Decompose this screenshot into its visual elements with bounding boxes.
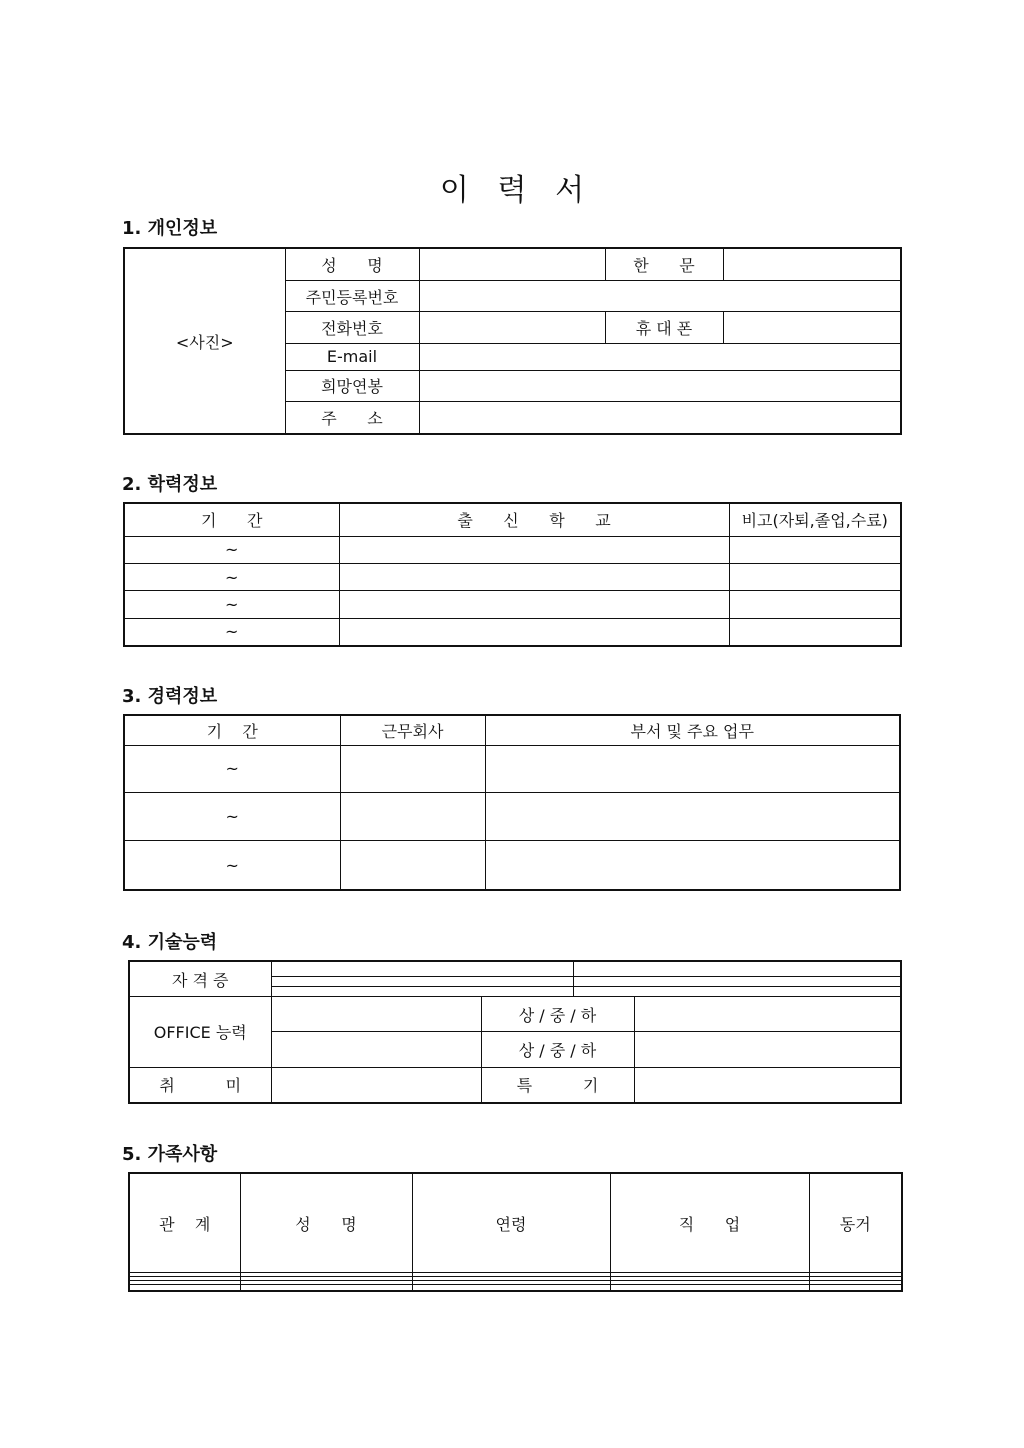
family-age-cell[interactable] <box>412 1285 610 1291</box>
hanmun-field[interactable] <box>723 248 901 280</box>
family-job-cell[interactable] <box>610 1285 809 1291</box>
special-skill-field[interactable] <box>634 1067 901 1103</box>
rrn-label: 주민등록번호 <box>285 280 419 312</box>
phone-label: 전화번호 <box>285 312 419 344</box>
office-program-cell[interactable] <box>271 1032 481 1067</box>
section-heading-career: 3. 경력정보 <box>122 686 218 707</box>
hobby-label: 취 미 <box>129 1067 271 1103</box>
certificate-label: 자 격 증 <box>129 961 271 997</box>
section-heading-family: 5. 가족사항 <box>122 1144 218 1165</box>
rrn-field[interactable] <box>419 280 901 312</box>
certificate-detail-cell[interactable] <box>573 987 901 997</box>
salary-label: 희망연봉 <box>285 370 419 402</box>
skills-table <box>128 960 902 1104</box>
family-header-name: 성 명 <box>240 1173 412 1273</box>
education-period-cell[interactable]: ~ <box>124 591 339 618</box>
personal-info-table <box>123 247 902 435</box>
document-title: 이 력 서 <box>439 173 585 208</box>
office-program-cell[interactable] <box>634 997 901 1032</box>
certificate-name-cell[interactable] <box>271 961 573 976</box>
career-period-cell[interactable]: ~ <box>124 841 340 890</box>
education-header-school: 출 신 학 교 <box>339 503 729 536</box>
name-field[interactable] <box>419 248 605 280</box>
mobile-field[interactable] <box>723 312 901 344</box>
office-program-cell[interactable] <box>271 997 481 1032</box>
career-table <box>123 714 901 891</box>
education-note-cell[interactable] <box>729 591 901 618</box>
email-field[interactable] <box>419 344 901 370</box>
career-duties-cell[interactable] <box>485 841 900 890</box>
hobby-field[interactable] <box>271 1067 481 1103</box>
office-level-option[interactable]: 상 / 중 / 하 <box>481 1032 634 1067</box>
family-relation-cell[interactable] <box>129 1285 240 1291</box>
certificate-detail-cell[interactable] <box>573 976 901 986</box>
career-header-period: 기 간 <box>124 715 340 745</box>
special-skill-label: 특 기 <box>481 1067 634 1103</box>
education-school-cell[interactable] <box>339 618 729 646</box>
photo-placeholder[interactable]: <사진> <box>124 248 285 434</box>
family-table <box>128 1172 903 1292</box>
name-label: 성 명 <box>285 248 419 280</box>
education-note-cell[interactable] <box>729 618 901 646</box>
education-school-cell[interactable] <box>339 564 729 591</box>
education-school-cell[interactable] <box>339 591 729 618</box>
education-period-cell[interactable]: ~ <box>124 618 339 646</box>
email-label: E-mail <box>285 344 419 370</box>
career-duties-cell[interactable] <box>485 745 900 793</box>
address-label: 주 소 <box>285 402 419 434</box>
family-name-cell[interactable] <box>240 1285 412 1291</box>
education-note-cell[interactable] <box>729 536 901 563</box>
family-header-age: 연령 <box>412 1173 610 1273</box>
career-header-company: 근무회사 <box>340 715 485 745</box>
family-header-relation: 관 계 <box>129 1173 240 1273</box>
office-level-option[interactable]: 상 / 중 / 하 <box>481 997 634 1032</box>
section-heading-skills: 4. 기술능력 <box>122 932 218 953</box>
phone-field[interactable] <box>419 312 605 344</box>
family-header-cohabit: 동거 <box>809 1173 902 1273</box>
section-heading-personal: 1. 개인정보 <box>122 218 218 239</box>
family-cohabit-cell[interactable] <box>809 1285 902 1291</box>
education-note-cell[interactable] <box>729 564 901 591</box>
education-period-cell[interactable]: ~ <box>124 536 339 563</box>
education-header-period: 기 간 <box>124 503 339 536</box>
section-heading-education: 2. 학력정보 <box>122 474 218 495</box>
family-header-job: 직 업 <box>610 1173 809 1273</box>
education-period-cell[interactable]: ~ <box>124 564 339 591</box>
career-period-cell[interactable]: ~ <box>124 745 340 793</box>
career-company-cell[interactable] <box>340 745 485 793</box>
certificate-name-cell[interactable] <box>271 976 573 986</box>
mobile-label: 휴 대 폰 <box>605 312 723 344</box>
education-header-note: 비고(자퇴,졸업,수료) <box>729 503 901 536</box>
career-duties-cell[interactable] <box>485 793 900 841</box>
career-period-cell[interactable]: ~ <box>124 793 340 841</box>
career-company-cell[interactable] <box>340 793 485 841</box>
office-skill-label: OFFICE 능력 <box>129 997 271 1067</box>
address-field[interactable] <box>419 402 901 434</box>
certificate-name-cell[interactable] <box>271 987 573 997</box>
career-header-duties: 부서 및 주요 업무 <box>485 715 900 745</box>
office-program-cell[interactable] <box>634 1032 901 1067</box>
salary-field[interactable] <box>419 370 901 402</box>
certificate-detail-cell[interactable] <box>573 961 901 976</box>
education-table <box>123 502 902 647</box>
education-school-cell[interactable] <box>339 536 729 563</box>
hanmun-label: 한 문 <box>605 248 723 280</box>
career-company-cell[interactable] <box>340 841 485 890</box>
